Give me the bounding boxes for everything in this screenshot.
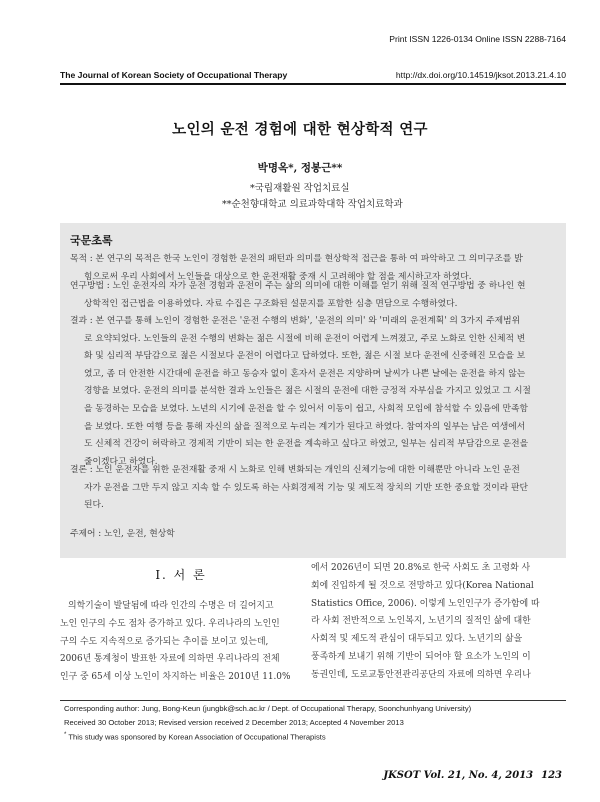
text-line: 구의 수도 지속적으로 증가되는 추이를 보이고 있는데, <box>60 636 269 647</box>
text-line: 회에 진입하게 될 것으로 전망하고 있다(Korea National <box>311 580 534 591</box>
sponsor-note <box>64 732 326 742</box>
text-line: 줄이겠다고 하였다. <box>84 456 158 467</box>
text-line: 자가 운전을 그만 두지 않고 지속 할 수 있도록 하는 사회경제적 기능 및 제도적 장치의 기반 또한 중요할 것이라 판단 <box>84 482 529 493</box>
text-line: 경향을 보였다. 운전의 의미를 분석한 결과 노인들은 젊은 시절의 운전에 대한 긍정적 자부심을 가지고 있었고 그 시절 <box>84 386 531 397</box>
text-line: 결론 : 노인 운전자를 위한 운전재활 중재 시 노화로 인해 변화되는 개인의 신체기능에 대한 이해뿐만 아니라 노인 운전 <box>70 465 520 475</box>
affiliation-2: **순천향대학교 의료과학대학 작업치료학과 <box>222 199 403 210</box>
text-line: 였고, 좀 더 안전한 시간대에 운전을 하고 동승자 없이 혼자서 운전은 지양하며 날씨가 나쁜 날에는 운전을 하지 않는 <box>84 368 526 379</box>
abstract-results <box>70 313 550 471</box>
text-line: 도 신체적 건강이 허락하고 경제적 기반이 되는 한 운전을 계속하고 싶다고 하였고, 일부는 심리적 부담감으로 운전을 <box>84 439 529 450</box>
intro-left-column <box>60 598 302 687</box>
text-line: 힘으로써 우리 사회에서 노인들을 대상으로 한 운전재활 중재 시 고려해야 할 점을 제시하고자 하였다. <box>84 271 472 282</box>
text-line: 동권인데, 도로교통안전관리공단의 자료에 의하면 우리나 <box>311 669 531 680</box>
paper-title: 노인의 운전 경험에 대한 현상학적 연구 <box>172 121 428 138</box>
keywords: 주제어 : 노인, 운전, 현상학 <box>70 529 175 539</box>
text-line: 을 보였다. 또한 여행 등을 통해 자신의 삶을 질적으로 누리는 계기가 된다고 하였다. 참여자의 일부는 남은 여생에서 <box>84 421 526 432</box>
abstract-conclusion <box>70 462 550 515</box>
text-line: 을 동경하는 모습을 보였다. 노년의 시기에 운전을 할 수 있어서 이동이 쉽고, 사회적 모임에 참석할 수 있음에 만족함 <box>84 403 529 414</box>
intro-right-column <box>311 560 565 685</box>
page-number: 123 <box>541 770 562 781</box>
issn-line: Print ISSN 1226-0134 Online ISSN 2288-7164 <box>389 34 566 44</box>
text-line: 사회적 및 제도적 관심이 대두되고 있다. 노년기의 삶을 <box>311 634 523 645</box>
text-line: 연구방법 : 노인 운전자의 자가 운전 경험과 운전이 주는 삶의 의미에 대한 이해를 얻기 위해 질적 연구방법 중 하나인 현 <box>70 281 526 291</box>
text-line: 상학적인 접근법을 이용하였다. 자료 수집은 구조화된 설문지를 포함한 심층 면담으로 수행하였다. <box>84 298 458 309</box>
journal-reference: JKSOT Vol. 21, No. 4, 2013 <box>383 770 534 781</box>
page-footer <box>383 770 562 781</box>
footnote-rule <box>60 700 566 701</box>
text-line: 2006년 통계청이 발표한 자료에 의하면 우리나라의 전체 <box>60 654 280 665</box>
text-line: 라 사회 전반적으로 노인복지, 노년기의 질적인 삶에 대한 <box>311 616 531 627</box>
section-heading-introduction: Ⅰ. 서 론 <box>155 568 207 582</box>
text-line: 결과 : 본 연구를 통해 노인이 경험한 운전은 '운전 수행의 변화', '운전의 의미' 와 '미래의 운전계획' 의 3가지 주제범위 <box>70 316 521 326</box>
text-line: 에서 2026년이 되면 20.8%로 한국 사회도 초 고령화 사 <box>311 563 531 573</box>
text-line: 노인 인구의 수도 점차 증가하고 있다. 우리나라의 노인인 <box>60 618 280 629</box>
text-line: 의학기술이 발달됨에 따라 인간의 수명은 더 길어지고 <box>68 601 274 611</box>
text-line: 인구 중 65세 이상 노인이 차지하는 비율은 2010년 11.0% <box>60 672 291 683</box>
text-line: 풍족하게 보내기 위해 기반이 되어야 할 요소가 노인의 이 <box>311 651 531 662</box>
author-list: 박명옥*, 정봉근** <box>257 162 343 174</box>
sponsor-text: This study was sponsored by Korean Association of Occupational Therapists <box>68 732 326 742</box>
abstract-heading: 국문초록 <box>70 234 113 247</box>
text-line: 된다. <box>84 500 104 511</box>
received-dates: Received 30 October 2013; Revised version received 2 December 2013; Accepted 4 November 2013 <box>64 718 404 727</box>
corresponding-author: Corresponding author: Jung, Bong-Keun (jungbk@sch.ac.kr / Dept. of Occupational Therapy, Soonchunhyang University) <box>64 704 472 713</box>
affiliation-1: *국립재활원 작업치료실 <box>250 183 350 194</box>
journal-name: The Journal of Korean Society of Occupational Therapy <box>60 70 288 80</box>
text-line: 로 요약되었다. 노인들의 운전 수행의 변화는 젊은 시절에 비해 운전이 어렵게 느껴졌고, 주로 노화로 인한 신체적 변 <box>84 333 526 344</box>
abstract-method <box>70 278 550 313</box>
text-line: 화 및 심리적 부담감으로 젊은 시절보다 운전이 어렵다고 답하였다. 또한, 젊은 시절 보다 운전에 신중해진 모습을 보 <box>84 351 526 362</box>
text-line: Statistics Office, 2006). 이렇게 노인인구가 증가함에 따 <box>311 598 540 609</box>
doi-link[interactable]: http://dx.doi.org/10.14519/jksot.2013.21.4.10 <box>395 70 566 80</box>
header-rule <box>60 83 566 85</box>
footnote-mark: * <box>64 732 67 738</box>
text-line: 목적 : 본 연구의 목적은 한국 노인이 경험한 운전의 패턴과 의미를 현상학적 접근을 통하 여 파악하고 그 의미구조를 밝 <box>70 254 523 264</box>
